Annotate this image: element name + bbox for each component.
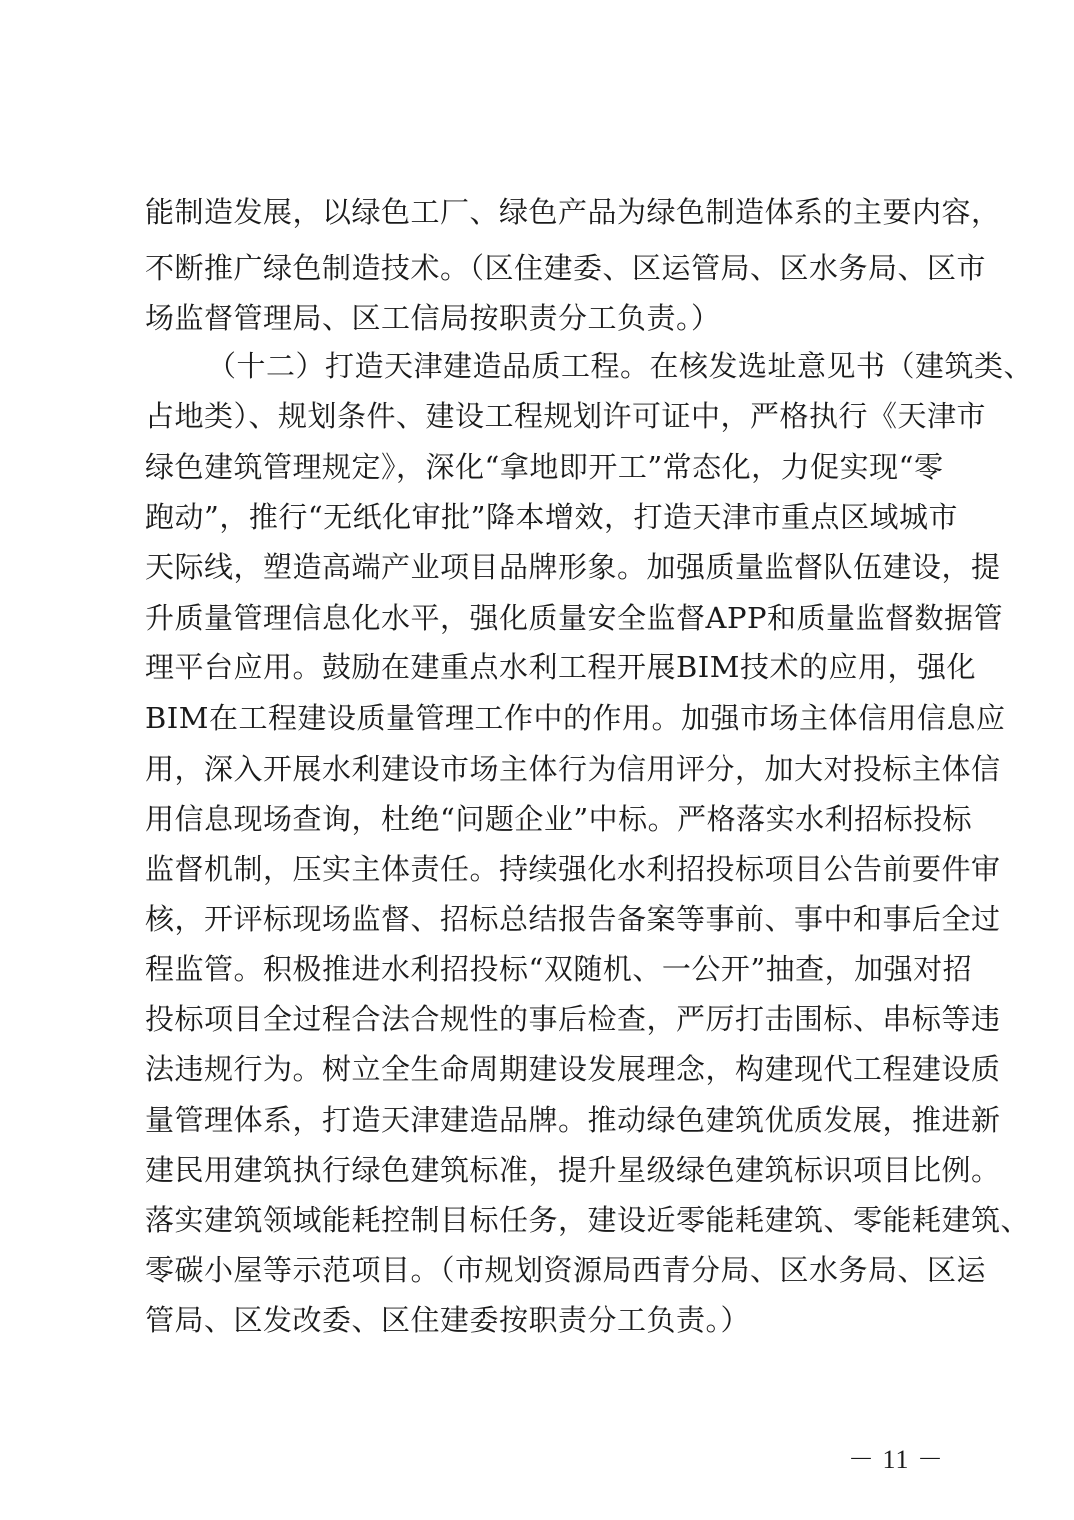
text-line: 用，深入开展水利建设市场主体行为信用评分，加大对投标主体信 <box>145 752 1001 786</box>
text-line: 零碳小屋等示范项目。（市规划资源局西青分局、区水务局、区运 <box>145 1253 987 1287</box>
text-line: 不断推广绿色制造技术。（区住建委、区运管局、区水务局、区市 <box>145 251 987 285</box>
page-number: － 11 － <box>847 1445 945 1474</box>
text-line: 跑动”，推行“无纸化审批”降本增效，打造天津市重点区域城市 <box>145 500 958 534</box>
paragraph-start-line: （十二）打造天津建造品质工程。在核发选址意见书（建筑类、 <box>207 349 1034 383</box>
text-line: 管局、区发改委、区住建委按职责分工负责。） <box>145 1303 751 1337</box>
text-line: 占地类）、规划条件、建设工程规划许可证中，严格执行《天津市 <box>145 399 987 433</box>
text-line: 升质量管理信息化水平，强化质量安全监督APP和质量监督数据管 <box>145 601 1003 635</box>
text-line: 用信息现场查询，杜绝“问题企业”中标。严格落实水利招标投标 <box>145 802 973 836</box>
text-line: 能制造发展，以绿色工厂、绿色产品为绿色制造体系的主要内容， <box>145 195 1001 229</box>
text-line: 建民用建筑执行绿色建筑标准，提升星级绿色建筑标识项目比例。 <box>145 1153 1001 1187</box>
text-line: 天际线，塑造高端产业项目品牌形象。加强质量监督队伍建设，提 <box>145 550 1001 584</box>
text-line: 法违规行为。树立全生命周期建设发展理念，构建现代工程建设质 <box>145 1052 1001 1086</box>
text-line: 投标项目全过程合法合规性的事后检查，严厉打击围标、串标等违 <box>145 1002 1001 1036</box>
text-line: 监督机制，压实主体责任。持续强化水利招投标项目公告前要件审 <box>145 852 1001 886</box>
text-line: 绿色建筑管理规定》，深化“拿地即开工”常态化，力促实现“零 <box>145 450 944 484</box>
text-line: 量管理体系，打造天津建造品牌。推动绿色建筑优质发展，推进新 <box>145 1103 1001 1137</box>
text-line: BIM在工程建设质量管理工作中的作用。加强市场主体信用信息应 <box>145 701 1006 735</box>
text-line: 场监督管理局、区工信局按职责分工负责。） <box>145 301 721 335</box>
text-line: 核，开评标现场监督、招标总结报告备案等事前、事中和事后全过 <box>145 902 1001 936</box>
text-line: 理平台应用。鼓励在建重点水利工程开展BIM技术的应用，强化 <box>145 650 976 684</box>
text-line: 程监管。积极推进水利招投标“双随机、一公开”抽查，加强对招 <box>145 952 973 986</box>
text-line: 落实建筑领域能耗控制目标任务，建设近零能耗建筑、零能耗建筑、 <box>145 1203 1031 1237</box>
